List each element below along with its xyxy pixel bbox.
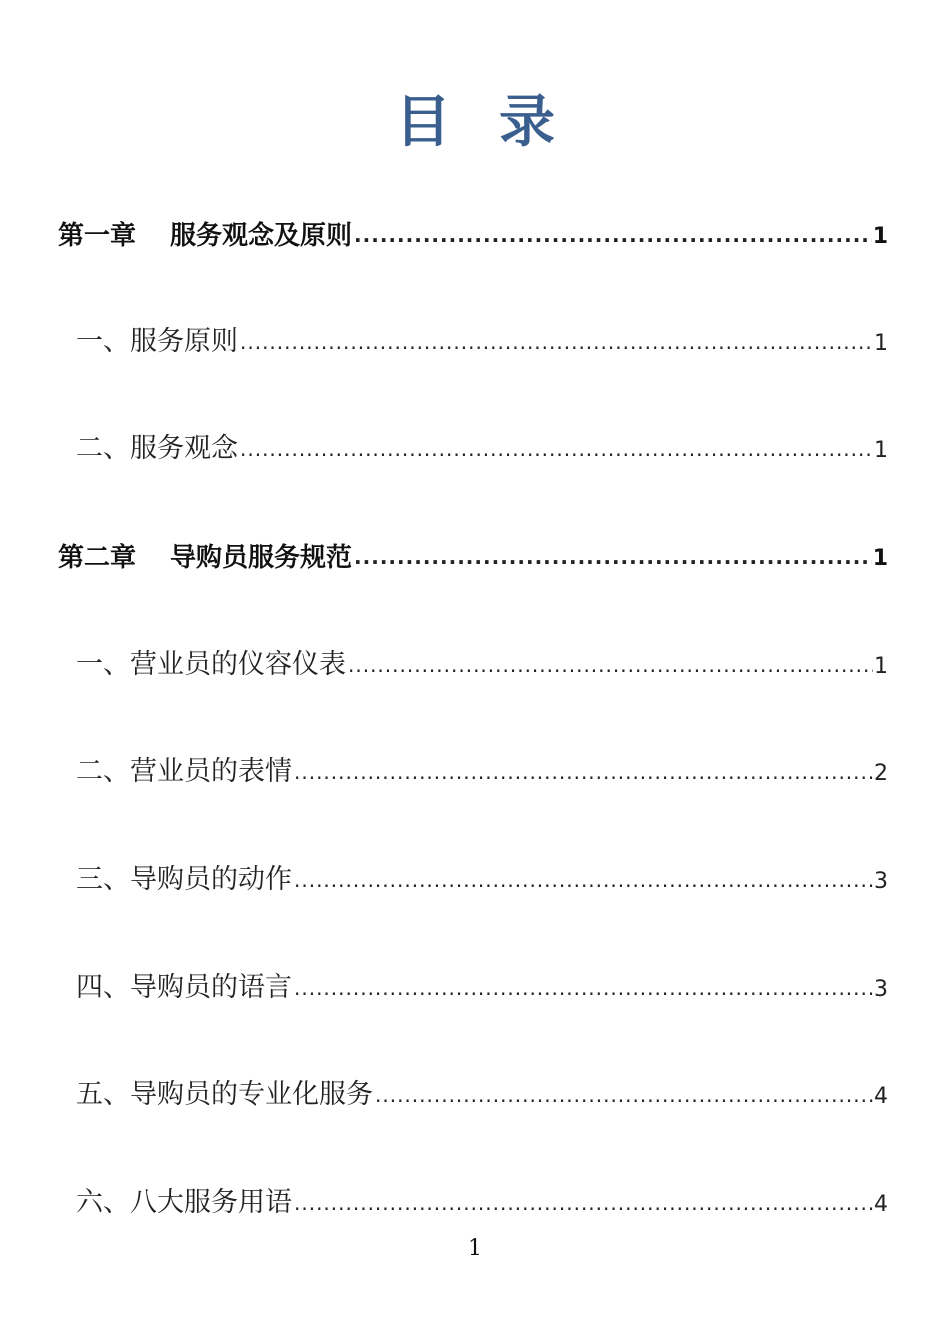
toc-section-label: 六、八大服务用语 xyxy=(76,1187,292,1218)
toc-leader-dots xyxy=(354,224,872,246)
toc-leader-dots xyxy=(294,977,873,999)
toc-leader-dots xyxy=(294,761,873,783)
toc-chapter-title: 导购员服务规范 xyxy=(170,543,353,573)
toc-section-2-4[interactable] xyxy=(76,965,888,1005)
toc-section-label: 一、营业员的仪容仪表 xyxy=(76,649,346,680)
toc-page-number: 1 xyxy=(872,546,888,571)
toc-chapter-label xyxy=(58,220,354,252)
toc-section-2-2[interactable] xyxy=(76,749,888,789)
toc-section-2-1[interactable] xyxy=(76,642,888,682)
toc-page-number: 1 xyxy=(874,654,888,679)
toc-chapter-prefix: 第一章 xyxy=(58,221,137,251)
toc-chapter-2[interactable] xyxy=(58,534,888,574)
toc-section-label: 二、营业员的表情 xyxy=(76,756,292,787)
toc-section-label: 二、服务观念 xyxy=(76,433,238,464)
toc-leader-dots xyxy=(294,1192,873,1214)
toc-section-label: 一、服务原则 xyxy=(76,326,238,357)
toc-section-2-6[interactable] xyxy=(76,1180,888,1220)
toc-page-number: 3 xyxy=(874,977,888,1002)
toc-leader-dots xyxy=(348,654,873,676)
toc-chapter-prefix: 第二章 xyxy=(58,543,137,573)
toc-leader-dots xyxy=(375,1084,873,1106)
toc-leader-dots xyxy=(294,869,873,891)
toc-title xyxy=(0,84,950,160)
toc-section-2-5[interactable] xyxy=(76,1072,888,1112)
toc-section-label: 五、导购员的专业化服务 xyxy=(76,1079,373,1110)
toc-leader-dots xyxy=(240,438,873,460)
toc-page-number: 4 xyxy=(874,1084,888,1109)
toc-page-number: 4 xyxy=(874,1192,888,1217)
toc-section-2-3[interactable] xyxy=(76,857,888,897)
toc-section-label: 四、导购员的语言 xyxy=(76,972,292,1003)
toc-section-label: 三、导购员的动作 xyxy=(76,864,292,895)
toc-chapter-label xyxy=(58,542,354,574)
toc-leader-dots xyxy=(354,546,872,568)
toc-page-number: 3 xyxy=(874,869,888,894)
toc-section-1-2[interactable] xyxy=(76,426,888,466)
toc-page-number: 2 xyxy=(874,761,888,786)
toc-title-char-2: 录 xyxy=(499,89,555,155)
toc-section-1-1[interactable] xyxy=(76,319,888,359)
toc-title-char-1: 目 xyxy=(395,89,451,155)
toc-chapter-title: 服务观念及原则 xyxy=(170,221,353,251)
toc-page-number: 1 xyxy=(872,224,888,249)
toc-page-number: 1 xyxy=(874,438,888,463)
toc-page-number: 1 xyxy=(874,331,888,356)
page-number-footer: 1 xyxy=(468,1236,482,1261)
toc-leader-dots xyxy=(240,331,873,353)
toc-chapter-1[interactable] xyxy=(58,212,888,252)
